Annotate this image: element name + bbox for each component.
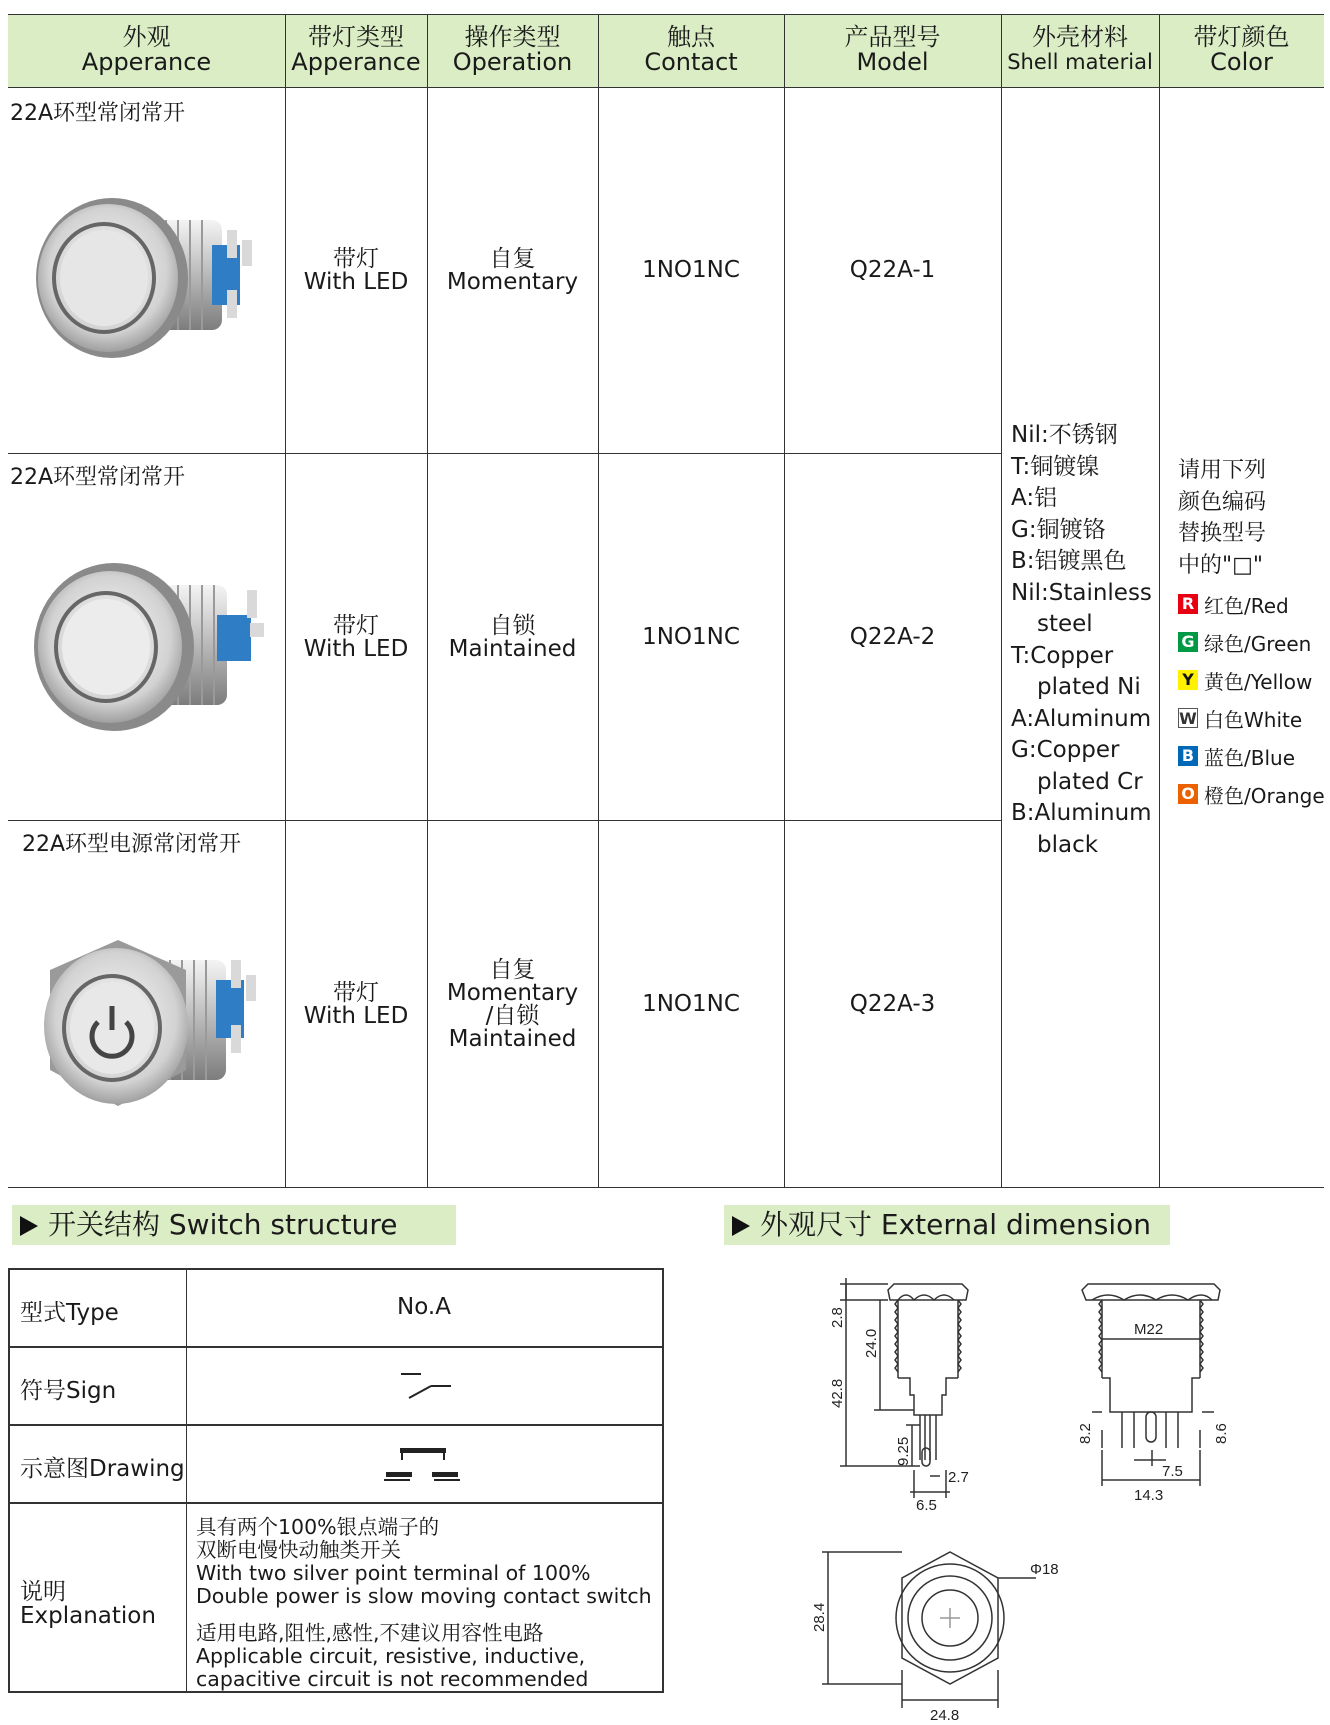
- color-code-badge: G: [1178, 632, 1198, 652]
- cell-line: Maintained: [448, 1025, 577, 1052]
- model-cell: [784, 558, 1001, 718]
- led-type-cell: [285, 558, 427, 718]
- dim-label: 24.0: [863, 1328, 880, 1358]
- shell-material-item: Nil:Stainless: [1011, 579, 1152, 606]
- explanation-label-en: Explanation: [20, 1603, 156, 1629]
- header-cell: [427, 14, 598, 86]
- color-code-list: [1178, 455, 1330, 813]
- explanation-text-1: [196, 1516, 652, 1608]
- cell-line: Q22A-3: [849, 991, 936, 1017]
- color-label: 红色/Red: [1204, 593, 1289, 618]
- switch-drawing: [380, 1442, 464, 1488]
- header-en: Model: [856, 48, 929, 76]
- contact-cell: [598, 925, 784, 1085]
- color-label: 蓝色/Blue: [1204, 745, 1295, 770]
- led-type-cell: [285, 191, 427, 351]
- dim-label: 7.5: [1162, 1463, 1183, 1480]
- shell-material-item: T:Copper: [1011, 642, 1114, 669]
- switch-sign-symbol: [395, 1364, 457, 1408]
- cell-line: Q22A-1: [849, 257, 936, 283]
- color-intro-line: 颜色编码: [1178, 489, 1267, 515]
- color-item: [1178, 737, 1330, 775]
- cell-line: 自锁: [489, 612, 536, 639]
- type-label: 型式Type: [20, 1300, 119, 1326]
- shell-material-item: G:Copper: [1011, 737, 1120, 763]
- explanation-line: Double power is slow moving contact switch: [196, 1584, 652, 1608]
- color-label: 橙色/Orange: [1204, 783, 1325, 808]
- drawing-label: 示意图Drawing: [20, 1456, 185, 1482]
- operation-cell: [427, 191, 598, 351]
- explanation-line: 双断电慢快动触类开关: [196, 1538, 401, 1562]
- color-label: 绿色/Green: [1204, 631, 1312, 656]
- shell-material-item: plated Ni: [1037, 674, 1141, 700]
- cell-line: 1NO1NC: [642, 257, 740, 283]
- dim-label: 2.8: [829, 1307, 846, 1328]
- color-intro-line: 中的"□": [1178, 552, 1264, 578]
- table-bottom-border: [8, 1187, 1324, 1188]
- header-en: Apperance: [81, 48, 212, 76]
- cell-line: With LED: [303, 635, 409, 662]
- dim-label: 8.2: [1077, 1423, 1094, 1444]
- external-dimension-title: 外观尺寸 External dimension: [724, 1205, 1170, 1245]
- header-en: Contact: [644, 48, 738, 76]
- header-cell: [598, 14, 784, 86]
- front-view-drawing: [800, 1540, 1080, 1725]
- triangle-bullet-icon: [20, 1216, 38, 1236]
- shell-material-item: B:Aluminum: [1011, 800, 1152, 826]
- row-title: 22A环型常闭常开: [10, 465, 186, 490]
- switch-structure-title: 开关结构 Switch structure: [12, 1205, 456, 1245]
- header-cell: [8, 14, 285, 86]
- shell-material-item: steel: [1037, 611, 1093, 637]
- row-title: 22A环型常闭常开: [10, 101, 186, 126]
- type-value: No.A: [397, 1294, 451, 1320]
- color-label: 黄色/Yellow: [1204, 669, 1313, 694]
- dim-label: Φ18: [1030, 1561, 1059, 1578]
- model-cell: [784, 925, 1001, 1085]
- header-cn: 触点: [667, 23, 715, 51]
- header-en: Color: [1210, 48, 1273, 76]
- cell-line: 带灯: [333, 612, 379, 639]
- header-cell: [784, 14, 1001, 86]
- color-code-badge: B: [1178, 746, 1198, 766]
- dim-label: 2.7: [948, 1469, 969, 1486]
- explanation-label-cn: 说明: [20, 1579, 66, 1605]
- cell-line: 带灯: [333, 245, 379, 272]
- explanation-line: capacitive circuit is not recommended: [196, 1667, 589, 1691]
- color-item: [1178, 623, 1330, 661]
- header-en: Shell material: [1007, 50, 1153, 74]
- header-cn: 带灯颜色: [1193, 23, 1290, 51]
- color-intro-line: 请用下列: [1178, 458, 1267, 483]
- dim-label: 42.8: [829, 1378, 846, 1408]
- triangle-bullet-icon: [732, 1216, 750, 1236]
- table-row: [10, 1270, 662, 1348]
- color-item: [1178, 775, 1330, 813]
- header-cn: 操作类型: [464, 23, 561, 51]
- cell-line: /自锁: [485, 1002, 540, 1029]
- shell-material-item: A:铝: [1011, 485, 1058, 511]
- color-intro-line: 替换型号: [1178, 521, 1267, 546]
- header-cell: [285, 14, 427, 86]
- header-en: Operation: [452, 48, 573, 76]
- shell-material-list: [1011, 420, 1163, 861]
- explanation-line: With two silver point terminal of 100%: [196, 1561, 591, 1585]
- operation-cell: [427, 925, 598, 1085]
- cell-line: 自复: [489, 245, 536, 272]
- color-code-badge: Y: [1178, 670, 1198, 690]
- header-cell: [1001, 14, 1159, 86]
- color-code-badge: O: [1178, 784, 1198, 804]
- color-label: 白色White: [1204, 707, 1303, 732]
- header-en: Apperance: [291, 48, 421, 76]
- dim-label: 14.3: [1134, 1487, 1164, 1504]
- header-cn: 外壳材料: [1032, 23, 1128, 51]
- header-cell: [1159, 14, 1324, 86]
- sign-label: 符号Sign: [20, 1378, 117, 1404]
- led-type-cell: [285, 925, 427, 1085]
- shell-material-item: Nil:不锈钢: [1011, 422, 1118, 448]
- product-image-ring-latching-button: [32, 555, 268, 745]
- dim-label: 8.6: [1213, 1423, 1230, 1444]
- explanation-text-2: [196, 1622, 588, 1691]
- shell-material-item: plated Cr: [1037, 768, 1143, 795]
- table-row: [10, 1426, 662, 1504]
- header-cn: 外观: [122, 23, 171, 51]
- header-cn: 带灯类型: [308, 23, 404, 51]
- color-code-badge: W: [1179, 709, 1197, 728]
- color-item: [1178, 661, 1330, 699]
- rear-view-drawing: [1062, 1270, 1262, 1530]
- cell-line: Q22A-2: [849, 624, 936, 650]
- cell-line: Momentary: [446, 268, 579, 295]
- side-view-drawing: [790, 1270, 1000, 1530]
- dim-label: 9.25: [895, 1436, 912, 1466]
- cell-line: With LED: [303, 268, 409, 295]
- table-row: [10, 1348, 662, 1426]
- table-divider: [1001, 14, 1002, 1187]
- dim-label: M22: [1134, 1321, 1164, 1338]
- shell-material-item: black: [1037, 831, 1099, 858]
- contact-cell: [598, 558, 784, 718]
- color-item: [1178, 585, 1330, 623]
- explanation-line: Applicable circuit, resistive, inductive,: [196, 1644, 586, 1668]
- dim-label: 28.4: [811, 1602, 828, 1632]
- row-divider: [8, 453, 1001, 454]
- contact-cell: [598, 191, 784, 351]
- product-image-power-button: [36, 930, 266, 1120]
- color-item: [1178, 699, 1330, 737]
- operation-cell: [427, 558, 598, 718]
- cell-line: With LED: [303, 1002, 409, 1029]
- shell-material-item: A:Aluminum: [1011, 705, 1152, 732]
- cell-line: Maintained: [448, 635, 577, 662]
- explanation-line: 适用电路,阻性,感性,不建议用容性电路: [196, 1621, 544, 1645]
- shell-material-item: T:铜镀镍: [1011, 453, 1100, 480]
- model-cell: [784, 191, 1001, 351]
- cell-line: 自复: [489, 956, 536, 983]
- shell-material-item: B:铝镀黑色: [1011, 548, 1127, 574]
- dim-label: 6.5: [916, 1497, 937, 1514]
- cell-line: Momentary: [446, 979, 579, 1006]
- table-row: [10, 1504, 662, 1691]
- color-code-badge: R: [1178, 594, 1198, 614]
- switch-structure-table: [8, 1268, 664, 1693]
- cell-line: 1NO1NC: [642, 991, 740, 1017]
- explanation-line: 具有两个100%银点端子的: [196, 1515, 440, 1539]
- cell-line: 带灯: [333, 979, 379, 1006]
- product-image-ring-button: [32, 190, 264, 380]
- row-title: 22A环型电源常闭常开: [22, 832, 242, 857]
- header-cn: 产品型号: [844, 23, 941, 51]
- shell-material-item: G:铜镀铬: [1011, 516, 1106, 543]
- row-divider: [8, 820, 1001, 821]
- dim-label: 24.8: [930, 1707, 960, 1724]
- cell-line: 1NO1NC: [642, 624, 740, 650]
